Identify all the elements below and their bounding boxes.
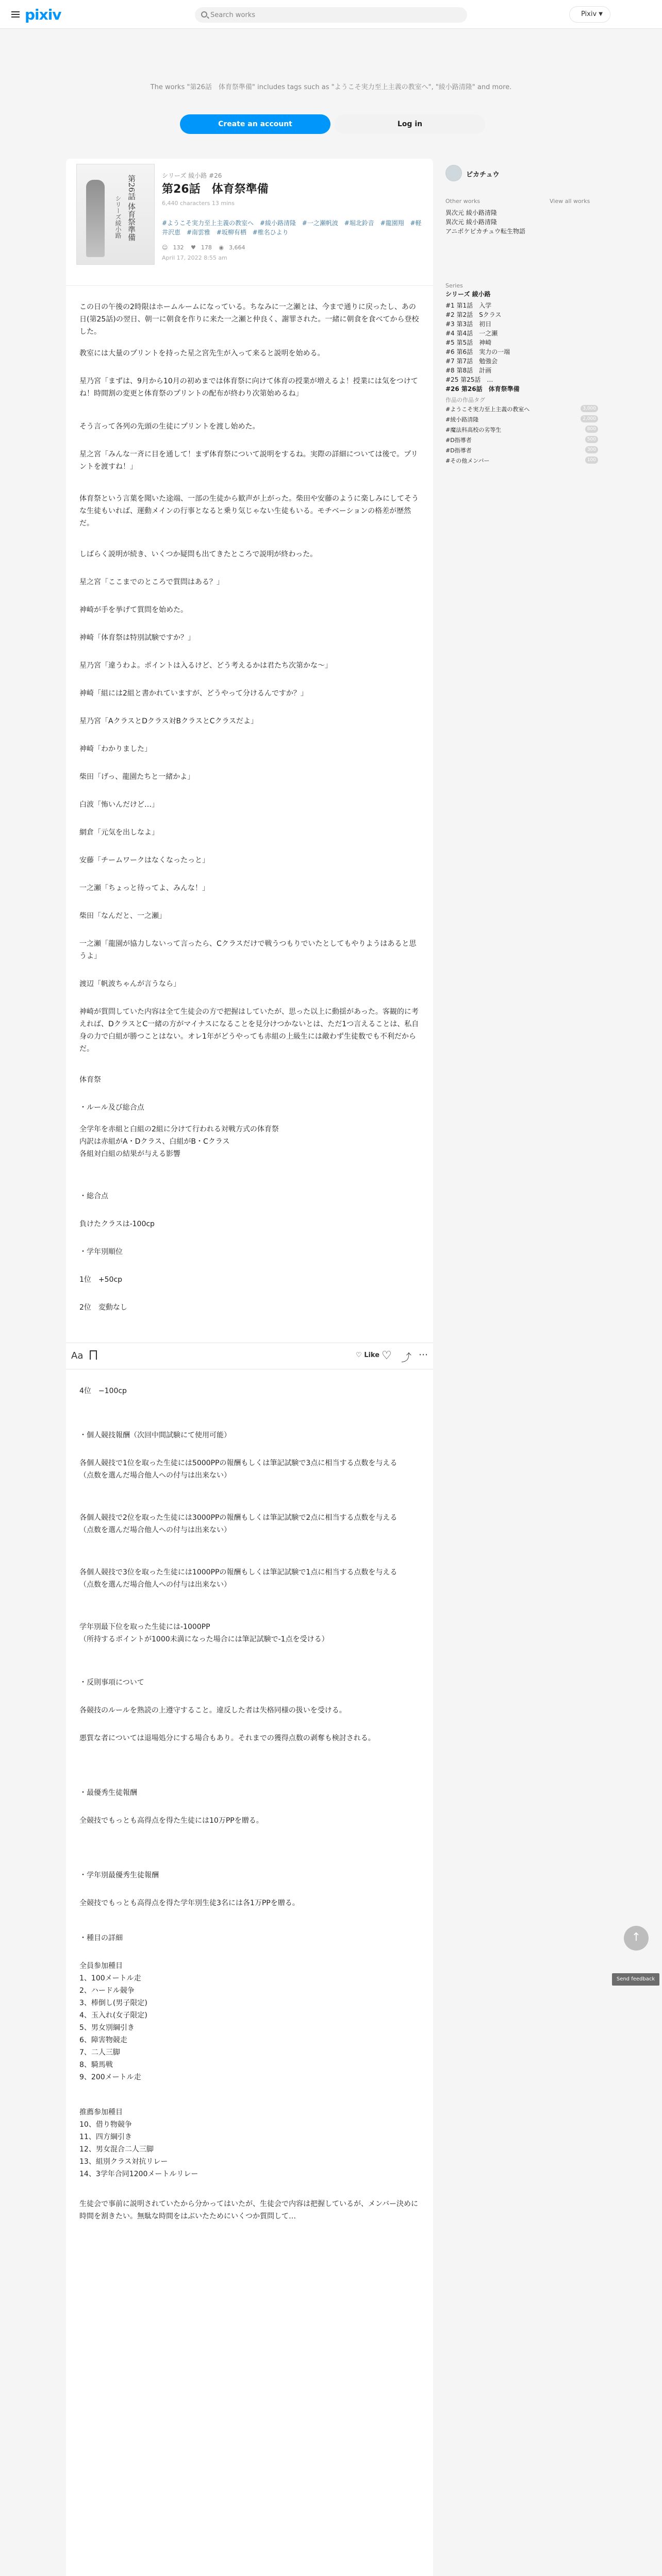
paragraph: しばらく説明が続き、いくつか疑問も出てきたところで説明が終わった。 bbox=[79, 550, 318, 558]
language-label: Pixiv bbox=[581, 10, 597, 18]
series-name[interactable]: シリーズ 綾小路 bbox=[445, 291, 491, 298]
pixiv-logo[interactable]: pixiv bbox=[25, 6, 61, 23]
tag[interactable]: #堀北鈴音 bbox=[344, 219, 374, 227]
paragraph: この日の午後の2時限はホームルームになっている。ちなみに一之瀬とは、今まで通りに戻ったし、あの日(第25話)の翌日、朝一に朝食を作りに来た一之瀬と仲良く、謝罪された。一緒に朝食を食べてから登校した。 bbox=[79, 303, 419, 336]
paragraph: 全競技でもっとも高得点を得た学年別生徒3名には各1万PPを贈る。 bbox=[79, 1899, 300, 1907]
paragraph: ・個人競技報酬（次回中間試験にて使用可能） bbox=[79, 1431, 231, 1439]
paragraph: 推薦参加種目 10、借り物競争 11、四方綱引き 12、男女混合二人三脚 13、組別クラス対抗リレー 14、3学年合同1200メートルリレー bbox=[79, 2108, 198, 2178]
paragraph: 体育祭 bbox=[79, 1076, 101, 1084]
like-label: Like bbox=[364, 1351, 380, 1359]
tag[interactable]: #軽井沢恵 bbox=[162, 219, 422, 236]
other-work-item[interactable]: 異次元 綾小路清隆 bbox=[445, 218, 497, 226]
work-meta: 6,440 characters 13 mins bbox=[162, 200, 235, 207]
tag-count: 300 bbox=[585, 446, 598, 453]
other-work-item[interactable]: アニポケピカチュウ転生物語 bbox=[445, 228, 526, 235]
more-icon[interactable]: ⋯ bbox=[419, 1349, 428, 1360]
tag[interactable]: #一之瀬帆波 bbox=[302, 219, 338, 227]
series-episode[interactable]: #1 第1話 入学 bbox=[445, 302, 492, 309]
search-icon bbox=[201, 11, 207, 18]
series-episode[interactable]: #7 第7話 勉強会 bbox=[445, 358, 498, 365]
paragraph: 星之宮「ここまでのところで質問はある？」 bbox=[79, 578, 224, 586]
series-episode[interactable]: #6 第6話 実力の一端 bbox=[445, 348, 510, 355]
series-episode[interactable]: #5 第5話 神崎 bbox=[445, 339, 492, 346]
paragraph: 学年別最下位を取った生徒には-1000PP （所持するポイントが1000未満になった場合には筆記試験で-1点を受ける） bbox=[79, 1623, 329, 1643]
cover-title: 第26話 体育祭準備 bbox=[127, 175, 136, 241]
other-work-item[interactable]: 異次元 綾小路清隆 bbox=[445, 209, 497, 216]
avatar[interactable] bbox=[445, 165, 462, 181]
cover-subtitle: シリーズ綾小路 bbox=[114, 195, 122, 239]
series-episode[interactable]: #8 第8話 計画 bbox=[445, 367, 492, 374]
share-icon[interactable]: ⤴ bbox=[401, 1351, 411, 1364]
paragraph: 神崎が質問していた内容は全て生徒会の方で把握はしていたが、思った以上に動揺があった。客観的に考えれば、DクラスとC一緒の方がマイナスになることを見分けつかないとは、ただ1つ言えることは、私自身の力で白組が勝つことはない。オレ1年がどうやっても赤組の上級生には敵わず生徒数でも不利だからだ。 bbox=[79, 1008, 419, 1053]
paragraph: 星乃宮「違うわよ。ポイントは入るけど、どう考えるかは君たち次第かな～」 bbox=[79, 662, 332, 670]
paragraph: 白波「怖いんだけど…」 bbox=[79, 801, 159, 809]
novel-main bbox=[66, 159, 433, 2576]
language-dropdown[interactable] bbox=[569, 6, 610, 23]
font-settings-button[interactable]: Aa bbox=[71, 1350, 84, 1361]
work-tags-heading: 作品の作品タグ bbox=[445, 397, 485, 403]
other-works-heading: Other works bbox=[445, 198, 481, 205]
paragraph: 神崎「組には2組と書かれていますが、どうやって分けるんですか？」 bbox=[79, 689, 308, 698]
paragraph: 一之瀬「ちょっと待ってよ、みんな！」 bbox=[79, 884, 209, 892]
tag-name: #ようこそ実力至上主義の教室へ bbox=[445, 406, 530, 413]
heart-count: 178 bbox=[201, 244, 212, 251]
paragraph: 渡辺「帆波ちゃんが言うなら」 bbox=[79, 980, 180, 988]
series-link[interactable]: シリーズ 綾小路 #26 bbox=[162, 172, 222, 179]
work-stats bbox=[162, 244, 250, 251]
tag-name: #D指導者 bbox=[445, 437, 472, 444]
paragraph: 体育祭という言葉を聞いた途端、一部の生徒から歓声が上がった。柴田や安藤のように楽しみにしてそうな生徒もいれば、運動メインの行事となると乗り気じゃない生徒もいる。モチベーションの格差が歴然だ。 bbox=[79, 495, 419, 528]
paragraph: 一之瀬「龍園が協力しないって言ったら、Cクラスだけで戦うつもりでいたとしてもやりようはあると思うよ」 bbox=[79, 940, 417, 960]
series-heading: Series bbox=[445, 282, 463, 289]
paragraph: そう言って各列の先頭の生徒にプリントを渡し始めた。 bbox=[79, 422, 260, 431]
view-count: 3,664 bbox=[228, 244, 245, 251]
paragraph: 神崎が手を挙げて質問を始めた。 bbox=[79, 606, 188, 614]
tag-row[interactable] bbox=[445, 405, 598, 413]
divider bbox=[66, 285, 433, 286]
paragraph: 神崎「わかりました」 bbox=[79, 745, 152, 753]
paragraph: 2位 変動なし bbox=[79, 1303, 127, 1312]
like-icon: ☺ bbox=[162, 244, 168, 251]
chevron-down-icon: ▼ bbox=[599, 11, 603, 17]
paragraph: 柴田「げっ、龍園たちと一緒かよ」 bbox=[79, 773, 195, 781]
paragraph: 各個人競技で2位を取った生徒には3000PPの報酬もしくは筆記試験で2点に相当する点数を与える （点数を選んだ場合他人への付与は出来ない） bbox=[79, 1514, 398, 1534]
tag-count: 100 bbox=[585, 456, 598, 464]
tag[interactable]: #龍園翔 bbox=[380, 219, 404, 227]
heart-icon[interactable]: ♡ bbox=[382, 1349, 392, 1362]
paragraph: 網倉「元気を出しなよ」 bbox=[79, 828, 159, 837]
menu-icon[interactable] bbox=[11, 11, 20, 18]
feedback-button[interactable]: Send feedback bbox=[612, 1973, 659, 1986]
top-bar bbox=[0, 0, 662, 29]
paragraph: 生徒会で事前に説明されていたから分かってはいたが、生徒会で内容は把握しているが、メンバー決めに時間を割きたい。無駄な時間をはぶいたためにいくつか質問して… bbox=[79, 2200, 419, 2221]
series-episode[interactable]: #3 第3話 初日 bbox=[445, 320, 492, 328]
tag-name: #綾小路清隆 bbox=[445, 416, 479, 423]
paragraph: 柴田「なんだと、一之瀬」 bbox=[79, 912, 166, 920]
create-account-button[interactable]: Create an account bbox=[180, 114, 330, 134]
tag-row[interactable] bbox=[445, 446, 598, 454]
series-episode[interactable]: #4 第4話 一之瀬 bbox=[445, 330, 498, 337]
paragraph: 4位 −100cp bbox=[79, 1387, 127, 1395]
search-box[interactable] bbox=[195, 7, 467, 23]
tag[interactable]: #綾小路清隆 bbox=[259, 219, 296, 227]
bookmark-icon[interactable] bbox=[90, 1350, 97, 1360]
paragraph: 教室には大量のプリントを持った星之宮先生が入って来ると説明を始める。 bbox=[79, 349, 325, 358]
tag-count: 500 bbox=[585, 436, 598, 443]
tag-row[interactable] bbox=[445, 415, 598, 423]
paragraph: 神崎「体育祭は特別試験ですか？」 bbox=[79, 634, 195, 642]
paragraph: ・種目の詳細 bbox=[79, 1934, 123, 1942]
paragraph: ・最優秀生徒報酬 bbox=[79, 1789, 137, 1797]
tag-name: #その他メンバー bbox=[445, 457, 490, 464]
paragraph: 星之宮「みんな一斉に目を通して！まず体育祭について説明をするね。実際の詳細については後で。プリントを渡すね！」 bbox=[79, 450, 418, 471]
paragraph: 星乃宮「まずは、9月から10月の初めまでは体育祭に向けて体育の授業が増えるよ！授業には気をつけてね！時間割の変更と体育祭のプリントの配布が終わり次第始めるね」 bbox=[79, 377, 418, 398]
paragraph: 1位 +50cp bbox=[79, 1276, 123, 1284]
scroll-top-button[interactable]: ↑ bbox=[624, 1926, 649, 1951]
promo-text: The works "第26話 体育祭準備" includes tags such as "ようこそ実力至上主義の教室へ", "綾小路清隆" and more. bbox=[150, 83, 512, 91]
tag-name: #魔法科高校の劣等生 bbox=[445, 427, 502, 433]
tag-count: 3,000 bbox=[581, 405, 598, 412]
paragraph: 全学年を赤組と白組の2組に分けて行われる対戦方式の体育祭 内訳は赤組がA・Dクラス、白組がB・Cクラス 各組対白組の結果が与える影響 bbox=[79, 1125, 279, 1158]
tag-name: #D指導者 bbox=[445, 447, 472, 454]
paragraph: ・学年別最優秀生徒報酬 bbox=[79, 1871, 159, 1879]
tag[interactable]: #南雲雅 bbox=[186, 229, 210, 236]
series-episode[interactable]: #25 第25話 … bbox=[445, 376, 493, 383]
reader-toolbar bbox=[66, 1343, 433, 1369]
tag-row[interactable] bbox=[445, 436, 598, 444]
paragraph: 各競技のルールを熟読の上遵守すること。違反した者は失格同様の扱いを受ける。 bbox=[79, 1706, 346, 1715]
tag-count: 2,000 bbox=[581, 415, 598, 422]
heart-icon: ♥ bbox=[190, 244, 196, 251]
author-name[interactable]: ピカチュウ bbox=[466, 171, 500, 179]
tag[interactable]: #坂柳有栖 bbox=[216, 229, 246, 236]
paragraph: ・反則事項について bbox=[79, 1679, 144, 1687]
like-button[interactable]: ♡ Like bbox=[356, 1351, 380, 1359]
series-episode[interactable]: #2 第2話 Sクラス bbox=[445, 311, 502, 318]
tag-count: 800 bbox=[585, 426, 598, 433]
paragraph: 負けたクラスは-100cp bbox=[79, 1220, 155, 1228]
paragraph: 悪質な者については退場処分にする場合もあり。それまでの獲得点数の剥奪も検討される。 bbox=[79, 1734, 375, 1742]
eye-icon: ◉ bbox=[219, 244, 224, 251]
series-episode-current[interactable]: #26 第26話 体育祭準備 bbox=[445, 385, 520, 393]
paragraph: 星乃宮「AクラスとDクラス対BクラスとCクラスだよ」 bbox=[79, 717, 258, 725]
cover-figure bbox=[86, 180, 105, 257]
paragraph: ・学年別順位 bbox=[79, 1248, 123, 1256]
work-title: 第26話 体育祭準備 bbox=[162, 183, 269, 196]
novel-cover bbox=[76, 164, 155, 265]
tag-row[interactable] bbox=[445, 456, 598, 465]
paragraph: 各個人競技で1位を取った生徒には5000PPの報酬もしくは筆記試験で3点に相当する点数を与える （点数を選んだ場合他人への付与は出来ない） bbox=[79, 1459, 398, 1480]
post-date: April 17, 2022 8:55 am bbox=[162, 255, 227, 261]
tag[interactable]: #椎名ひより bbox=[252, 229, 289, 236]
login-button[interactable]: Log in bbox=[335, 114, 485, 134]
tag[interactable]: #ようこそ実力至上主義の教室へ bbox=[162, 219, 254, 227]
paragraph: ・総合点 bbox=[79, 1192, 108, 1200]
paragraph: 各個人競技で3位を取った生徒には1000PPの報酬もしくは筆記試験で1点に相当する点数を与える （点数を選んだ場合他人への付与は出来ない） bbox=[79, 1568, 398, 1589]
paragraph: 安藤「チームワークはなくなったっと」 bbox=[79, 856, 209, 865]
view-all-link[interactable]: View all works bbox=[550, 198, 590, 205]
like-count: 132 bbox=[173, 244, 184, 251]
paragraph: 全員参加種目 1、100メートル走 2、ハードル競争 3、棒倒し(男子限定) 4、玉入れ(女子限定) 5、男女別綱引き 6、障害物競走 7、二人三脚 8、騎馬戦 9、200メートル走 bbox=[79, 1962, 147, 2081]
tag-row[interactable] bbox=[445, 426, 598, 434]
paragraph: 全競技でもっとも高得点を得た生徒には10万PPを贈る。 bbox=[79, 1817, 263, 1825]
tag-list bbox=[162, 218, 425, 237]
paragraph: ・ルール及び総合点 bbox=[79, 1104, 144, 1112]
search-placeholder: Search works bbox=[210, 11, 256, 19]
